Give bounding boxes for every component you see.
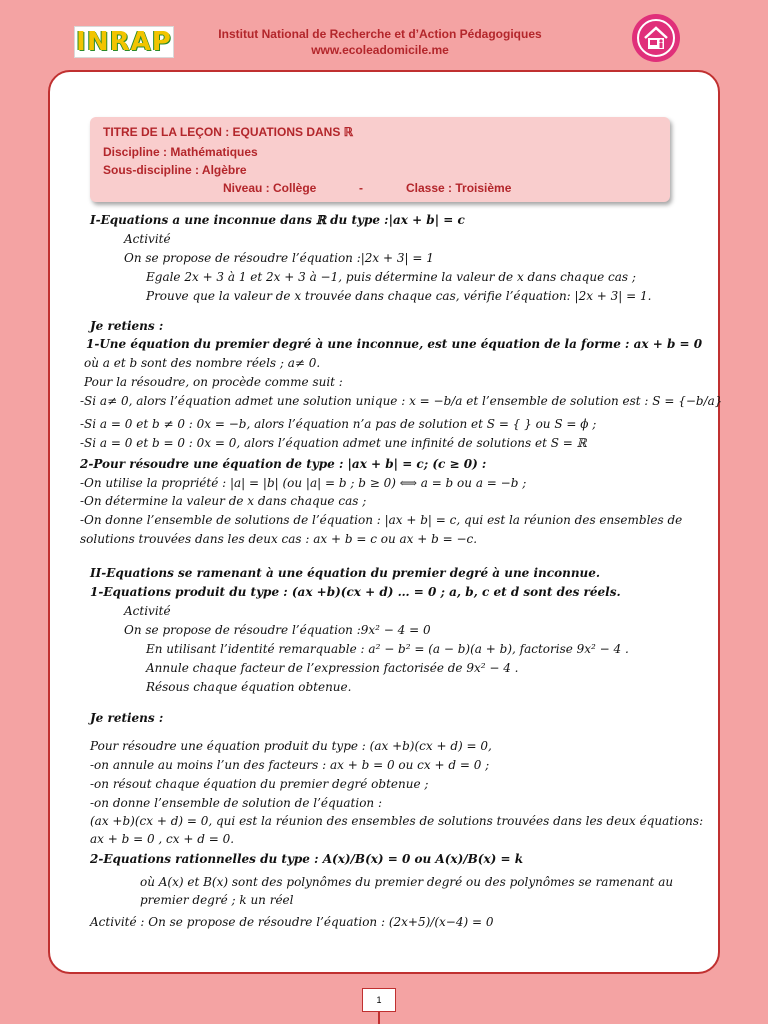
website-link[interactable]: www.ecoleadomicile.me: [311, 43, 449, 57]
page-number-stem: [378, 1012, 380, 1024]
text-line: Pour résoudre une équation produit du type : (ax +b)(cx + d) = 0,: [90, 739, 492, 753]
text-line: -On utilise la propriété : |a| = |b| (ou |a| = b ; b ≥ 0) ⟺ a = b ou a = −b ;: [80, 476, 527, 490]
inrap-logo-text: INRAP: [76, 27, 172, 57]
text-line: -Si a = 0 et b = 0 : 0x = 0, alors l’équation admet une infinité de solutions et S = ℝ: [80, 436, 587, 450]
text-line: où A(x) et B(x) sont des polynômes du premier degré ou des polynômes se ramenant au: [140, 875, 674, 889]
text-line: Je retiens :: [90, 711, 164, 725]
text-line: En utilisant l’identité remarquable : a² − b² = (a − b)(a + b), factorise 9x² − 4 .: [146, 642, 629, 656]
page-number: 1: [362, 988, 396, 1012]
class-label: Classe : Troisième: [406, 181, 512, 195]
text-line: 2-Pour résoudre une équation de type : |ax + b| = c; (c ≥ 0) :: [80, 457, 487, 471]
text-line: 2-Equations rationnelles du type : A(x)/B(x) = 0 ou A(x)/B(x) = k: [90, 852, 524, 866]
text-line: -on donne l’ensemble de solution de l’équation :: [90, 796, 383, 810]
text-line: -On détermine la valeur de x dans chaque cas ;: [80, 494, 367, 508]
text-line: ax + b = 0 , cx + d = 0.: [90, 832, 235, 846]
inrap-logo: [74, 26, 174, 58]
header-title: [180, 26, 580, 58]
text-line: 1-Une équation du premier degré à une inconnue, est une équation de la forme : ax + b = 0: [86, 337, 703, 351]
text-line: -Si a≠ 0, alors l’équation admet une solution unique : x = −b/a et l’ensemble de solution est : S = {−b/a}: [80, 394, 723, 408]
text-line: Résous chaque équation obtenue.: [146, 680, 352, 694]
level-label: Niveau : Collège: [223, 181, 317, 195]
lesson-title-box: [90, 117, 670, 202]
text-line: Pour la résoudre, on procède comme suit :: [84, 375, 343, 389]
text-line: solutions trouvées dans les deux cas : ax + b = c ou ax + b = −c.: [80, 532, 478, 546]
text-line: -on annule au moins l’un des facteurs : ax + b = 0 ou cx + d = 0 ;: [90, 758, 490, 772]
institute-name: Institut National de Recherche et d’Action Pédagogiques: [218, 27, 542, 41]
text-line: Je retiens :: [90, 319, 164, 333]
sub-discipline-label: Sous-discipline : Algèbre: [103, 163, 247, 177]
text-line: Activité: [124, 232, 171, 246]
text-line: Egale 2x + 3 à 1 et 2x + 3 à −1, puis détermine la valeur de x dans chaque cas ;: [146, 270, 636, 284]
text-line: I-Equations a une inconnue dans ℝ du type :|ax + b| = c: [90, 213, 465, 227]
text-line: 1-Equations produit du type : (ax +b)(cx + d) … = 0 ; a, b, c et d sont des réels.: [90, 585, 621, 599]
text-line: Activité: [124, 604, 171, 618]
lesson-title: TITRE DE LA LEÇON : EQUATIONS DANS ℝ: [103, 125, 354, 139]
text-line: II-Equations se ramenant à une équation du premier degré à une inconnue.: [90, 566, 601, 580]
discipline-label: Discipline : Mathématiques: [103, 145, 258, 159]
text-line: -Si a = 0 et b ≠ 0 : 0x = −b, alors l’équation n’a pas de solution et S = { } ou S = ϕ ;: [80, 417, 597, 431]
title-separator: -: [359, 181, 363, 195]
text-line: Annule chaque facteur de l’expression factorisée de 9x² − 4 .: [146, 661, 519, 675]
text-line: -on résout chaque équation du premier degré obtenue ;: [90, 777, 429, 791]
text-line: où a et b sont des nombre réels ; a≠ 0.: [84, 356, 321, 370]
text-line: On se propose de résoudre l’équation :9x² − 4 = 0: [124, 623, 431, 637]
text-line: -On donne l’ensemble de solutions de l’équation : |ax + b| = c, qui est la réunion des ensembles de: [80, 513, 683, 527]
text-line: (ax +b)(cx + d) = 0, qui est la réunion des ensembles de solutions trouvées dans les deux équations:: [90, 814, 704, 828]
home-school-logo-icon: [632, 14, 680, 62]
text-line: premier degré ; k un réel: [140, 893, 294, 907]
text-line: On se propose de résoudre l’équation :|2x + 3| = 1: [124, 251, 434, 265]
page-header: [0, 0, 768, 72]
text-line: Activité : On se propose de résoudre l’équation : (2x+5)/(x−4) = 0: [90, 915, 494, 929]
text-line: Prouve que la valeur de x trouvée dans chaque cas, vérifie l’équation: |2x + 3| = 1.: [146, 289, 652, 303]
